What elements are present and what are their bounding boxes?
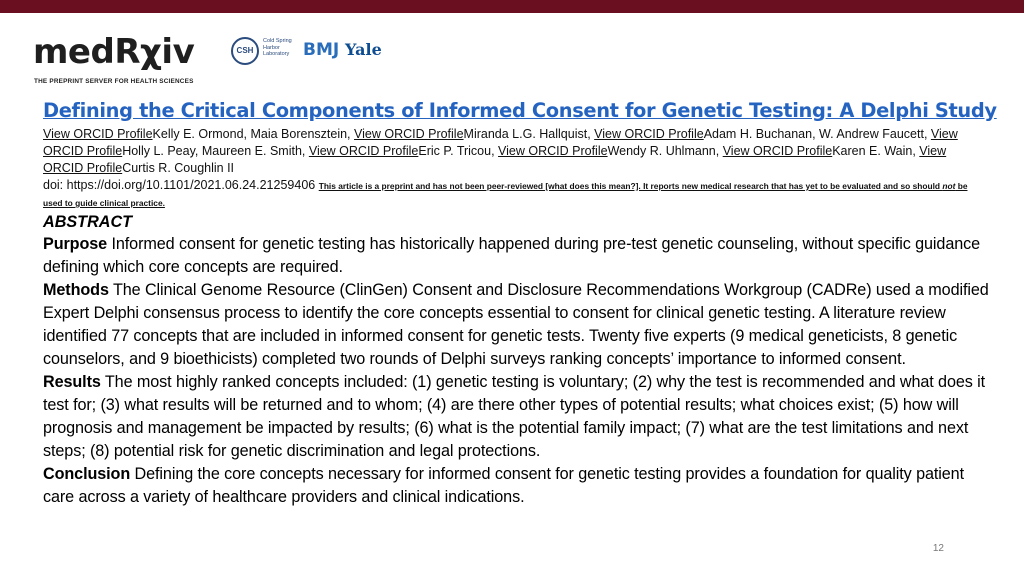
author-names: Adam H. Buchanan, W. Andrew Faucett, [703, 127, 931, 141]
csh-logo-text: Cold Spring Harbor Laboratory [263, 38, 292, 57]
doi-line [43, 177, 989, 211]
author-names: Wendy R. Uhlmann, [607, 144, 723, 158]
yale-logo: Yale [345, 40, 382, 59]
section-label: Purpose [43, 235, 108, 253]
author-names: Curtis R. Coughlin II [122, 161, 235, 175]
abstract-conclusion: Conclusion Defining the core concepts necessary for informed consent for genetic testing provides a foundation for quality patient care across a variety of healthcare providers and clinical indications. [43, 465, 964, 506]
author-names: Holly L. Peay, Maureen E. Smith, [122, 144, 309, 158]
author-names: Eric P. Tricou, [418, 144, 499, 158]
orcid-profile-link[interactable]: View ORCID Profile [43, 144, 947, 175]
abstract-heading: ABSTRACT [43, 213, 133, 231]
orcid-profile-link[interactable]: View ORCID Profile [354, 127, 464, 141]
abstract-body [43, 233, 991, 509]
orcid-profile-link[interactable]: View ORCID Profile [43, 127, 958, 158]
orcid-profile-link[interactable]: View ORCID Profile [498, 144, 608, 158]
author-names: Miranda L.G. Hallquist, [463, 127, 595, 141]
section-label: Conclusion [43, 465, 131, 483]
author-list [43, 126, 989, 177]
author-names: Kelly E. Ormond, Maia Borensztein, [152, 127, 355, 141]
header-logos [33, 32, 453, 88]
doi-text: doi: https://doi.org/10.1101/2021.06.24.21259406 [43, 178, 316, 192]
orcid-profile-link[interactable]: View ORCID Profile [594, 127, 704, 141]
orcid-profile-link[interactable]: View ORCID Profile [722, 144, 833, 158]
section-label: Methods [43, 281, 109, 299]
page-number: 12 [932, 543, 944, 554]
article-title-link[interactable]: Defining the Critical Components of Informed Consent for Genetic Testing: A Delphi Study [43, 99, 997, 122]
medrxiv-logo[interactable]: medRχiv [33, 32, 195, 72]
orcid-profile-link[interactable]: View ORCID Profile [43, 127, 153, 141]
notice-emphasis: not [942, 181, 956, 191]
article-content [43, 97, 997, 509]
csh-logo-mark: CSH [231, 37, 259, 65]
author-names: Karen E. Wain, [832, 144, 920, 158]
top-color-bar [0, 0, 1024, 13]
section-label: Results [43, 373, 101, 391]
abstract-results: Results The most highly ranked concepts included: (1) genetic testing is voluntary; (2) why the test is recommended and what does it test for; (3) what results will be returned and to whom; (4) are there other types of potential results; what choices exist; (5) how will prognosis and management be impacted by results; (6) what is the potential family impact; (7) what are the test limitations and next steps; (8) potential risk for genetic discrimination and legal protections. [43, 373, 986, 460]
orcid-profile-link[interactable]: View ORCID Profile [308, 144, 419, 158]
preprint-notice[interactable]: This article is a preprint and has not been peer-reviewed [what does this mean?]. It reports new medical research that has yet to be evaluated and so should not be used to guide clinical practice. [43, 181, 968, 208]
csh-logo [231, 36, 305, 68]
abstract-methods: Methods The Clinical Genome Resource (ClinGen) Consent and Disclosure Recommendations Workgroup (CADRe) used a modified Expert Delphi consensus process to identify the core concepts essential to consent for clinical genetic testing. A literature review identified 77 concepts that are included in informed consent for genetic tests. Twenty five experts (9 medical geneticists, 8 genetic counselors, and 9 bioethicists) completed two rounds of Delphi surveys ranking concepts’ importance to informed consent. [43, 281, 989, 368]
abstract-purpose: Purpose Informed consent for genetic testing has historically happened during pre-test genetic counseling, without specific guidance defining which core concepts are required. [43, 235, 981, 276]
bmj-logo: BMJ [303, 40, 340, 60]
medrxiv-tagline: THE PREPRINT SERVER FOR HEALTH SCIENCES [34, 78, 194, 85]
